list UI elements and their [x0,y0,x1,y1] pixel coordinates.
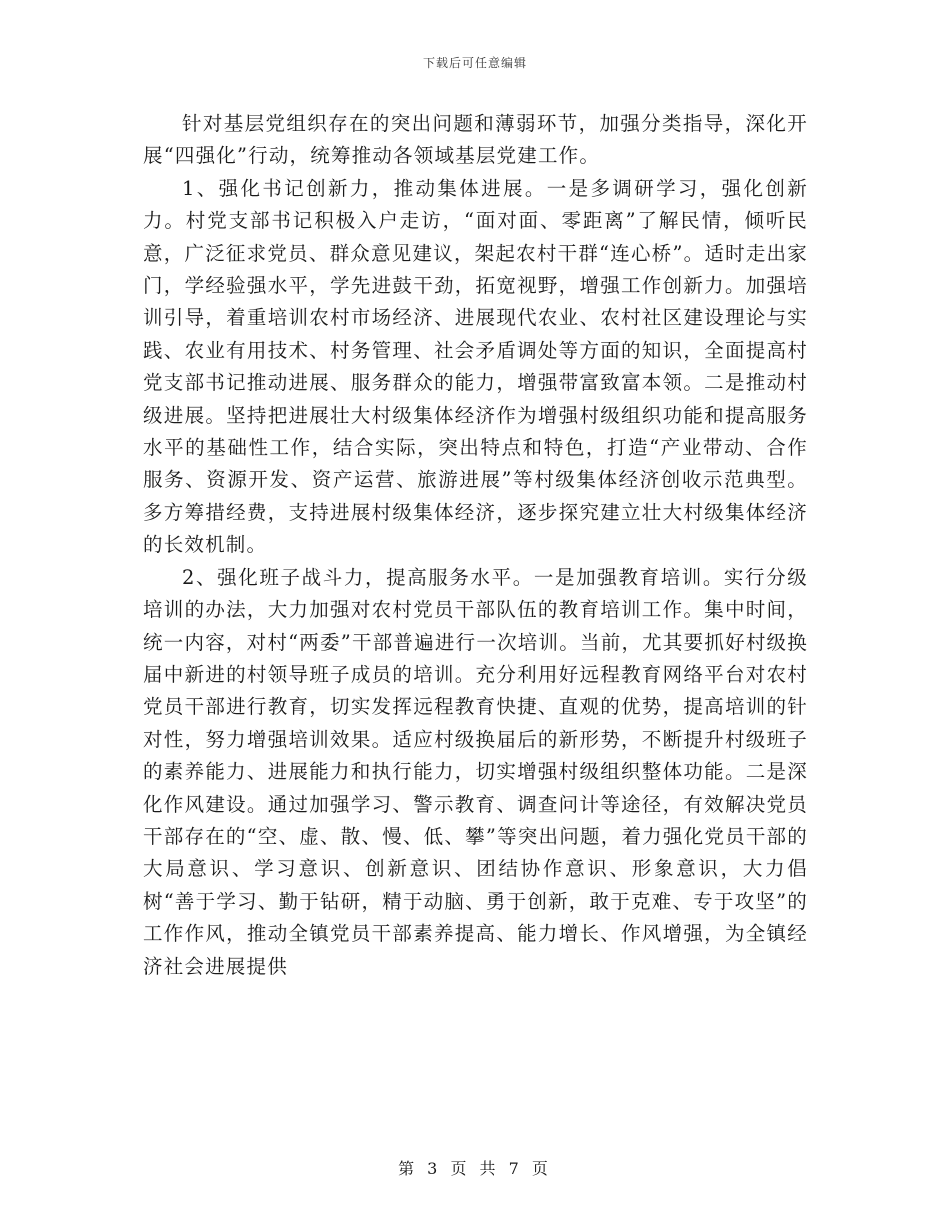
paragraph-intro: 针对基层党组织存在的突出问题和薄弱环节，加强分类指导，深化开展“四强化”行动，统筹推动各领域基层党建工作。 [143,112,808,168]
paragraph-section-1: 1、强化书记创新力，推动集体进展。一是多调研学习，强化创新力。村党支部书记积极入户走访，“面对面、零距离”了解民情，倾听民意，广泛征求党员、群众意见建议，架起农村干群“连心桥”。适时走出家门，学经验强水平，学先进鼓干劲，拓宽视野，增强工作创新力。加强培训引导，着重培训农村市场经济、进展现代农业、农村社区建设理论与实践、农业有用技术、村务管理、社会矛盾调处等方面的知识，全面提高村党支部书记推动进展、服务群众的能力，增强带富致富本领。二是推动村级进展。坚持把进展壮大村级集体经济作为增强村级组织功能和提高服务水平的基础性工作，结合实际，突出特点和特色，打造“产业带动、合作服务、资源开发、资产运营、旅游进展”等村级集体经济创收示范典型。多方筹措经费，支持进展村级集体经济，逐步探究建立壮大村级集体经济的长效机制。 [143,176,808,557]
page-number: 第 3 页 共 7 页 [398,1159,552,1178]
document-body [143,108,808,983]
page-header-note: 下载后可任意编辑 [422,56,527,70]
paragraph-section-2: 2、强化班子战斗力，提高服务水平。一是加强教育培训。实行分级培训的办法，大力加强对农村党员干部队伍的教育培训工作。集中时间，统一内容，对村“两委”干部普遍进行一次培训。当前，尤其要抓好村级换届中新进的村领导班子成员的培训。充分利用好远程教育网络平台对农村党员干部进行教育，切实发挥远程教育快捷、直观的优势，提高培训的针对性，努力增强培训效果。适应村级换届后的新形势，不断提升村级班子的素养能力、进展能力和执行能力，切实增强村级组织整体功能。二是深化作风建设。通过加强学习、警示教育、调查问计等途径，有效解决党员干部存在的“空、虚、散、慢、低、攀”等突出问题，着力强化党员干部的大局意识、学习意识、创新意识、团结协作意识、形象意识，大力倡树“善于学习、勤于钻研，精于动脑、勇于创新，敢于克难、专于攻坚”的工作作风，推动全镇党员干部素养提高、能力增长、作风增强，为全镇经济社会进展提供 [143,565,808,978]
